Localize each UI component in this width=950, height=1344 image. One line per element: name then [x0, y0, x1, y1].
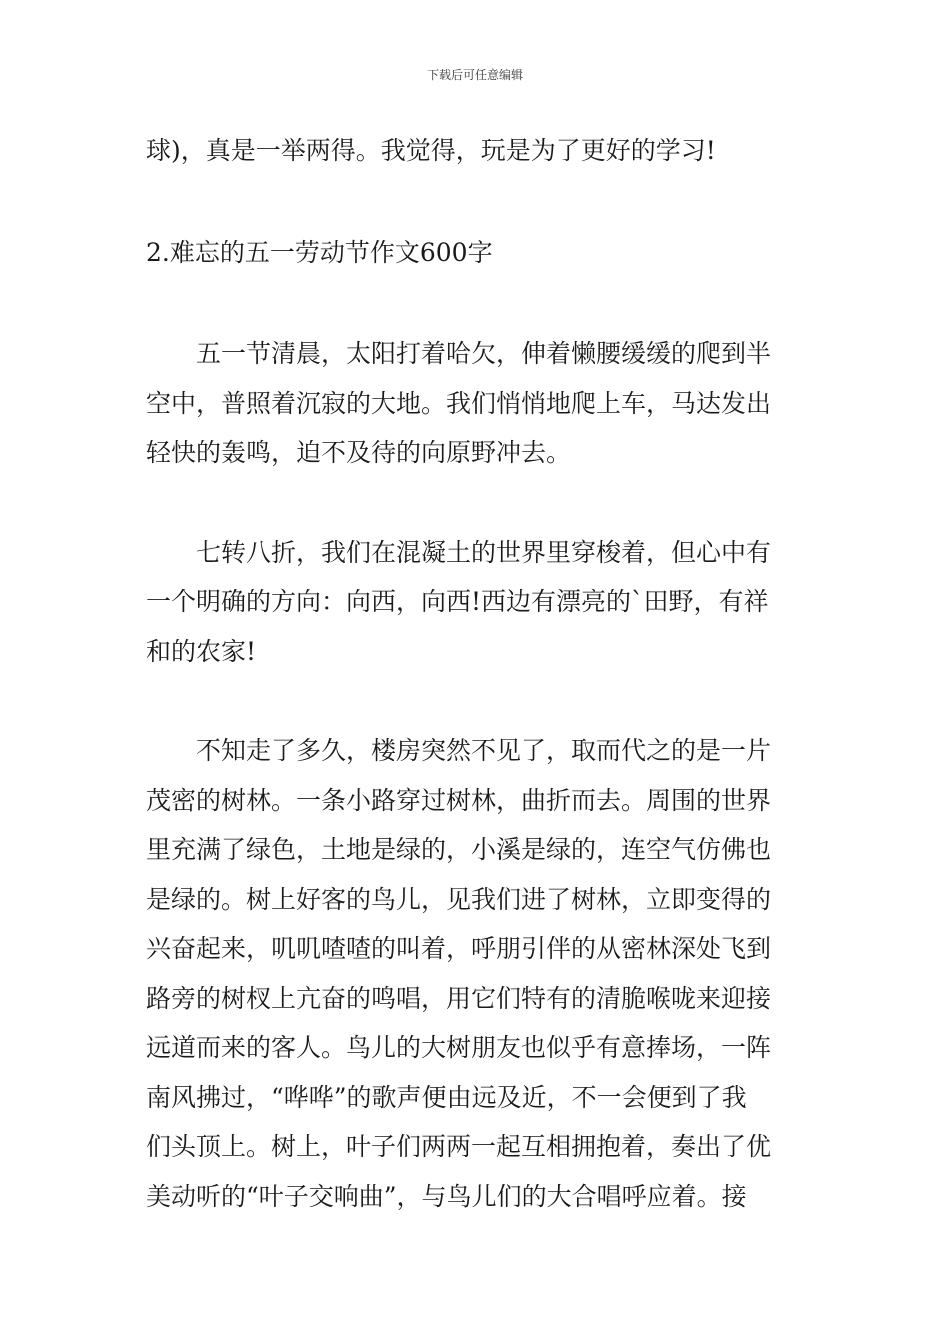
paragraph-gap	[146, 478, 806, 528]
page-header: 下载后可任意编辑	[426, 68, 523, 82]
paragraph-forest: 不知走了多久，楼房突然不见了，取而代之的是一片 茂密的树林。一条小路穿过树林，曲折而去。周围的世界 里充满了绿色，土地是绿的，小溪是绿的，连空气仿佛也 是绿的。树上好客的鸟儿，见我们进了树林，立即变得的 兴奋起来，叽叽喳喳的叫着，呼朋引伴的从密林深处飞到 路旁的树杈上亢奋的鸣唱，用它们特有的清脆喉咙来迎接 远道而来的客人。鸟儿的大树朋友也似乎有意捧场，一阵 南风拂过，“哗哗”的歌声便由远及近，不一会便到了我 们头顶上。树上，叶子们两两一起互相拥抱着，奏出了优 美动听的“叶子交响曲”，与鸟儿们的大合唱呼应着。接	[146, 736, 772, 1211]
paragraph-morning: 五一节清晨，太阳打着哈欠，伸着懒腰缓缓的爬到半 空中，普照着沉寂的大地。我们悄悄地爬上车，马达发出 轻快的轰鸣，迫不及待的向原野冲去。	[146, 339, 772, 467]
paragraph-continuation: 球)，真是一举两得。我觉得，玩是为了更好的学习!	[146, 136, 716, 165]
paragraph-gap	[146, 176, 806, 228]
paragraph-gap	[146, 277, 806, 329]
section-heading: 2.难忘的五一劳动节作文600字	[146, 237, 493, 267]
paragraph-gap	[146, 676, 806, 726]
document-body	[146, 126, 806, 1221]
paragraph-journey: 七转八折，我们在混凝土的世界里穿梭着，但心中有 一个明确的方向：向西，向西!西边有漂亮的`田野，有祥 和的农家!	[146, 537, 772, 666]
